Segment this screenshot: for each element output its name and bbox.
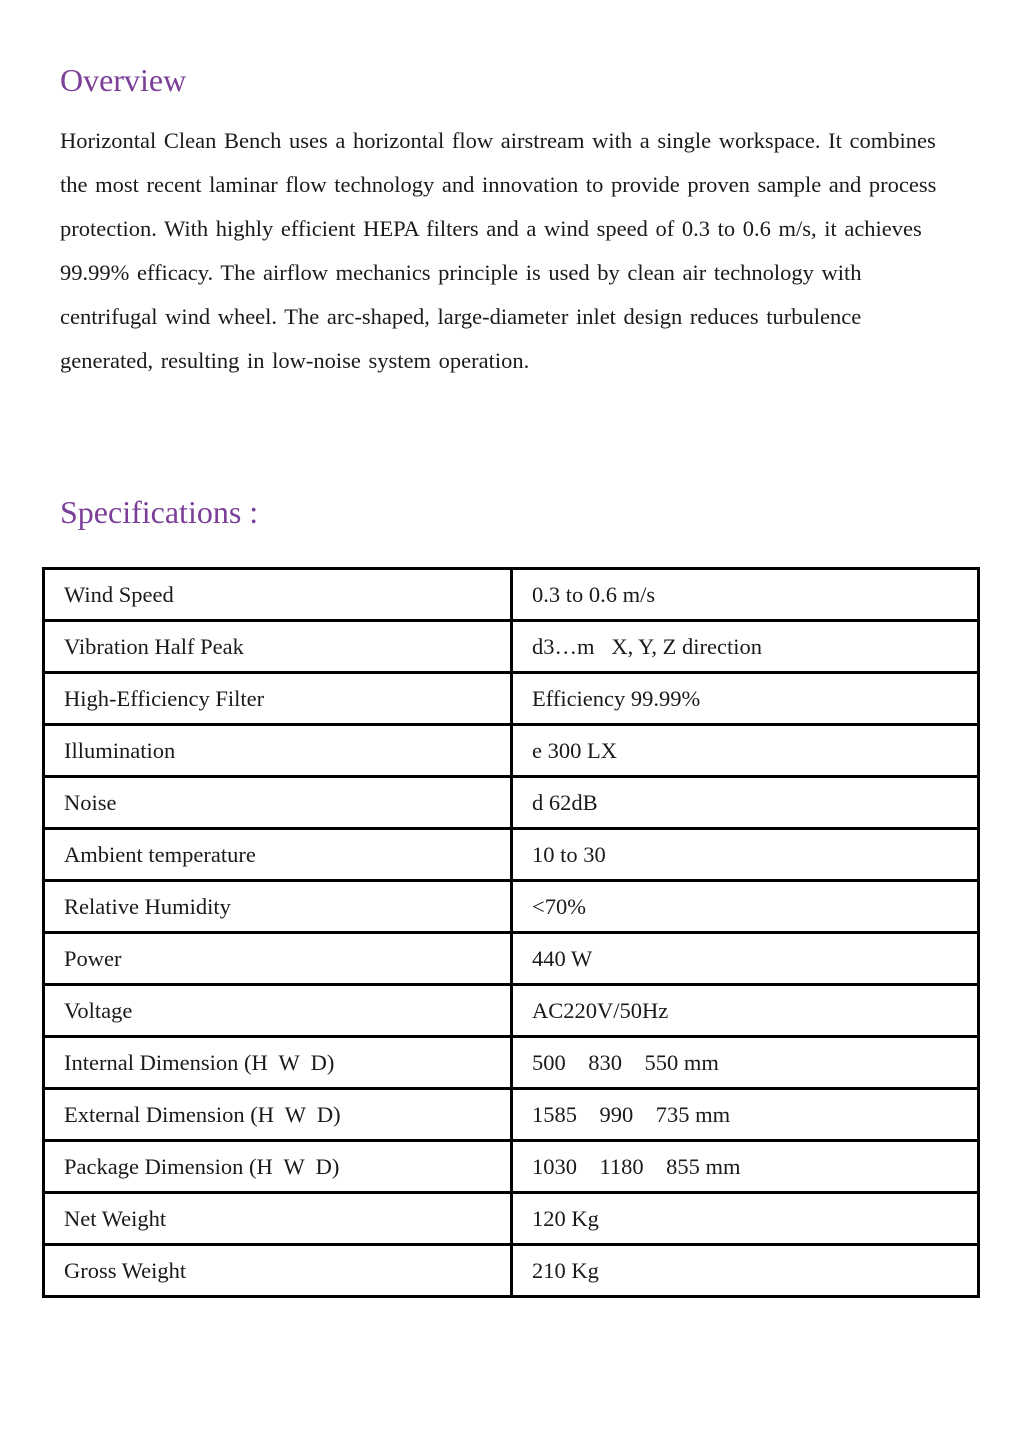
- spec-value: 1030 1180 855 mm: [512, 1141, 979, 1193]
- spec-label: Wind Speed: [44, 569, 512, 621]
- spec-row-illumination: [44, 725, 979, 777]
- spec-row-net-weight: [44, 1193, 979, 1245]
- spec-row-internal-dimension: [44, 1037, 979, 1089]
- spec-row-package-dimension: [44, 1141, 979, 1193]
- spec-label: External Dimension (H W D): [44, 1089, 512, 1141]
- spec-row-voltage: [44, 985, 979, 1037]
- spec-label: Internal Dimension (H W D): [44, 1037, 512, 1089]
- spec-row-gross-weight: [44, 1245, 979, 1297]
- overview-heading: Overview: [60, 62, 187, 98]
- spec-value: 120 Kg: [512, 1193, 979, 1245]
- spec-label: Package Dimension (H W D): [44, 1141, 512, 1193]
- spec-label: High-Efficiency Filter: [44, 673, 512, 725]
- spec-value: d3…m X, Y, Z direction: [512, 621, 979, 673]
- spec-label: Illumination: [44, 725, 512, 777]
- spec-row-relative-humidity: [44, 881, 979, 933]
- spec-value: 10 to 30: [512, 829, 979, 881]
- spec-row-external-dimension: [44, 1089, 979, 1141]
- spec-row-noise: [44, 777, 979, 829]
- spec-row-wind-speed: [44, 569, 979, 621]
- spec-value: 210 Kg: [512, 1245, 979, 1297]
- spec-value: AC220V/50Hz: [512, 985, 979, 1037]
- spec-row-ambient-temperature: [44, 829, 979, 881]
- spec-row-high-efficiency-filter: [44, 673, 979, 725]
- spec-value: Efficiency 99.99%: [512, 673, 979, 725]
- spec-label: Ambient temperature: [44, 829, 512, 881]
- spec-value: d 62dB: [512, 777, 979, 829]
- spec-row-vibration-half-peak: [44, 621, 979, 673]
- spec-label: Net Weight: [44, 1193, 512, 1245]
- spec-label: Noise: [44, 777, 512, 829]
- specifications-heading: Specifications :: [60, 494, 259, 530]
- overview-paragraph: Horizontal Clean Bench uses a horizontal flow airstream with a single workspace. It combines the most recent laminar flow technology and innovation to provide proven sample and process protection. With highly efficient HEPA filters and a wind speed of 0.3 to 0.6 m/s, it achieves 99.99% efficacy. The airflow mechanics principle is used by clean air technology with centrifugal wind wheel. The arc-shaped, large-diameter inlet design reduces turbulence generated, resulting in low-noise system operation.: [60, 128, 937, 373]
- spec-label: Vibration Half Peak: [44, 621, 512, 673]
- spec-label: Power: [44, 933, 512, 985]
- spec-value: e 300 LX: [512, 725, 979, 777]
- spec-label: Relative Humidity: [44, 881, 512, 933]
- spec-label: Gross Weight: [44, 1245, 512, 1297]
- spec-value: 0.3 to 0.6 m/s: [512, 569, 979, 621]
- spec-label: Voltage: [44, 985, 512, 1037]
- spec-row-power: [44, 933, 979, 985]
- specifications-table: [42, 567, 980, 1298]
- spec-value: 1585 990 735 mm: [512, 1089, 979, 1141]
- spec-value: 500 830 550 mm: [512, 1037, 979, 1089]
- spec-value: <70%: [512, 881, 979, 933]
- spec-value: 440 W: [512, 933, 979, 985]
